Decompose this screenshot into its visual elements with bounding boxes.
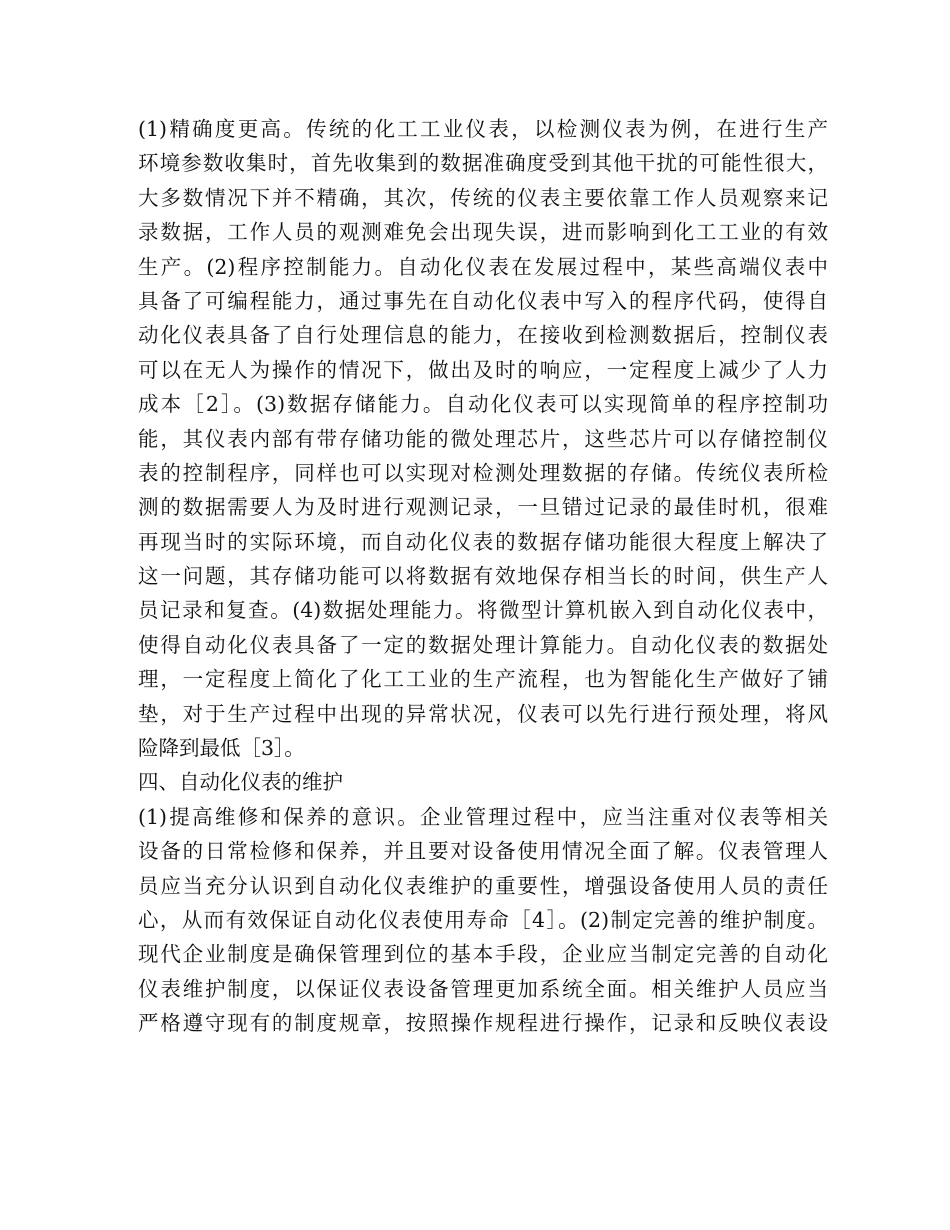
text-line: 大多数情况下并不精确，其次，传统的仪表主要依靠工作人员观察来记 bbox=[138, 185, 828, 210]
text-line: 员记录和复查。(4)数据处理能力。将微型计算机嵌入到自动化仪表中， bbox=[138, 598, 828, 623]
text-line: 严格遵守现有的制度规章，按照操作规程进行操作，记录和反映仪表设 bbox=[138, 1011, 828, 1036]
text-line: (1)精确度更高。传统的化工工业仪表，以检测仪表为例，在进行生产 bbox=[138, 117, 828, 141]
text-line: 现代企业制度是确保管理到位的基本手段，企业应当制定完善的自动化 bbox=[138, 942, 828, 967]
text-line: 动化仪表具备了自行处理信息的能力，在接收到检测数据后，控制仪表 bbox=[138, 323, 828, 348]
text-line: 环境参数收集时，首先收集到的数据准确度受到其他干扰的可能性很大， bbox=[138, 151, 828, 176]
text-line: (1)提高维修和保养的意识。企业管理过程中，应当注重对仪表等相关 bbox=[138, 804, 828, 829]
text-line: 表的控制程序，同样也可以实现对检测处理数据的存储。传统仪表所检 bbox=[138, 460, 828, 485]
section-heading: 四、自动化仪表的维护 bbox=[138, 770, 343, 795]
text-line: 理，一定程度上简化了化工工业的生产流程，也为智能化生产做好了铺 bbox=[138, 667, 828, 692]
text-line: 具备了可编程能力，通过事先在自动化仪表中写入的程序代码，使得自 bbox=[138, 288, 828, 313]
text-line: 垫，对于生产过程中出现的异常状况，仪表可以先行进行预处理，将风 bbox=[138, 701, 828, 726]
text-line: 能，其仪表内部有带存储功能的微处理芯片，这些芯片可以存储控制仪 bbox=[138, 426, 828, 451]
text-line: 测的数据需要人为及时进行观测记录，一旦错过记录的最佳时机，很难 bbox=[138, 495, 828, 520]
text-line: 成本［2］。(3)数据存储能力。自动化仪表可以实现简单的程序控制功 bbox=[138, 392, 828, 417]
text-line: 可以在无人为操作的情况下，做出及时的响应，一定程度上减少了人力 bbox=[138, 357, 828, 382]
text-line: 设备的日常检修和保养，并且要对设备使用情况全面了解。仪表管理人 bbox=[138, 839, 828, 864]
text-line: 再现当时的实际环境，而自动化仪表的数据存储功能很大程度上解决了 bbox=[138, 529, 828, 554]
text-line: 心，从而有效保证自动化仪表使用寿命［4］。(2)制定完善的维护制度。 bbox=[138, 907, 828, 932]
text-line: 这一问题，其存储功能可以将数据有效地保存相当长的时间，供生产人 bbox=[138, 564, 828, 589]
text-line: 仪表维护制度，以保证仪表设备管理更加系统全面。相关维护人员应当 bbox=[138, 976, 828, 1001]
text-line: 员应当充分认识到自动化仪表维护的重要性，增强设备使用人员的责任 bbox=[138, 873, 828, 898]
text-line: 生产。(2)程序控制能力。自动化仪表在发展过程中，某些高端仪表中 bbox=[138, 254, 828, 279]
text-line: 险降到最低［3］。 bbox=[138, 736, 305, 761]
text-line: 使得自动化仪表具备了一定的数据处理计算能力。自动化仪表的数据处 bbox=[138, 632, 828, 657]
text-line: 录数据，工作人员的观测难免会出现失误，进而影响到化工工业的有效 bbox=[138, 220, 828, 245]
body-text bbox=[138, 112, 828, 1041]
